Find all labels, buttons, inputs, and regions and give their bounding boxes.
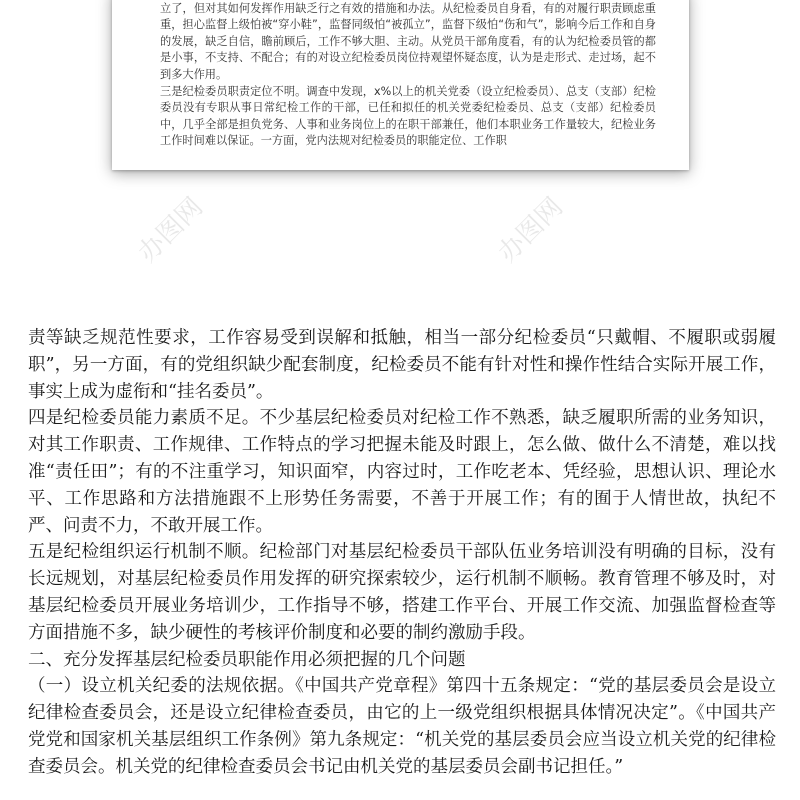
body-paragraph: 五是纪检组织运行机制不顺。纪检部门对基层纪检委员干部队伍业务培训没有明确的目标，没有长远规划，对基层纪检委员作用发挥的研究探索较少，运行机制不顺畅。教育管理不够及时，对基层纪检委员开展业务培训少，工作指导不够，搭建工作平台、开展工作交流、加强监督检查等方面措施不多，缺少硬性的考核评价制度和必要的制约激励手段。 xyxy=(28,542,776,643)
preview-paragraph: 三是纪检委员职责定位不明。调查中发现，x%以上的机关党委（设立纪检委员）、总支（支部）纪检委员没有专职从事日常纪检工作的干部，已任和拟任的机关党委纪检委员、总支（支部）纪检委员中，几乎全部是担负党务、人事和业务岗位上的在职干部兼任，他们本职业务工作量较大，纪检业务工作时间难以保证。一方面，党内法规对纪检委员的职能定位、工作职 xyxy=(160,84,656,148)
body-paragraph: （一）设立机关纪委的法规依据。《中国共产党章程》第四十五条规定：“党的基层委员会是设立纪律检查委员会，还是设立纪律检查委员，由它的上一级党组织根据具体情况决定”。《中国共产党党和国家机关基层组织工作条例》第九条规定：“机关党的基层委员会应当设立机关党的纪律检查委员会。机关党的纪律检查委员会书记由机关党的基层委员会副书记担任。” xyxy=(28,676,776,777)
preview-paragraph: 立了，但对其如何发挥作用缺乏行之有效的措施和办法。从纪检委员自身看，有的对履行职责顾虑重重，担心监督上级怕被“穿小鞋”，监督同级怕“被孤立”，监督下级怕“伤和气”，影响今后工作和自身的发展，缺乏自信，瞻前顾后，工作不够大胆、主动。从党员干部角度看，有的认为纪检委员管的都是小事，不支持、不配合；有的对设立纪检委员岗位持观望怀疑态度，认为是走形式、走过场，起不到多大作用。 xyxy=(160,1,656,81)
watermark: 办图网 xyxy=(492,192,569,269)
section-heading: 二、充分发挥基层纪检委员职能作用必须把握的几个问题 xyxy=(28,649,466,670)
document-body xyxy=(28,325,776,781)
preview-text xyxy=(160,0,656,150)
body-paragraph: 四是纪检委员能力素质不足。不少基层纪检委员对纪检工作不熟悉，缺乏履职所需的业务知识，对其工作职责、工作规律、工作特点的学习把握未能及时跟上，怎么做、做什么不清楚，难以找准“责任田”；有的不注重学习，知识面窄，内容过时，工作吃老本、凭经验，思想认识、理论水平、工作思路和方法措施跟不上形势任务需要，不善于开展工作；有的囿于人情世故，执纪不严、问责不力，不敢开展工作。 xyxy=(28,408,776,536)
page-preview-card xyxy=(112,0,689,170)
watermark: 办图网 xyxy=(132,192,209,269)
body-paragraph: 责等缺乏规范性要求，工作容易受到误解和抵触，相当一部分纪检委员“只戴帽、不履职或弱履职”，另一方面，有的党组织缺少配套制度，纪检委员不能有针对性和操作性结合实际开展工作，事实上成为虚衔和“挂名委员”。 xyxy=(28,328,776,402)
